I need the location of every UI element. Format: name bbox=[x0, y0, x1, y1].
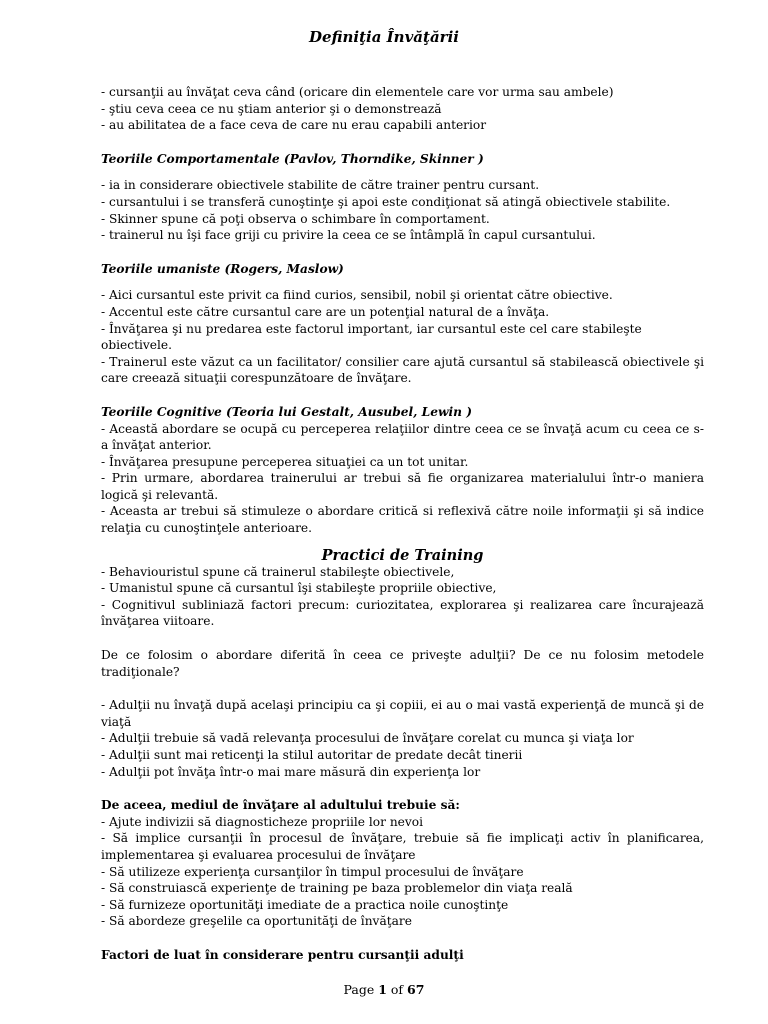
practices-list bbox=[101, 564, 704, 630]
humanist-item: - Trainerul este văzut ca un facilitator/ consilier care ajută cursantul să stabilească obiectivele şi care creează situaţii corespunzătoare de învăţare. bbox=[101, 354, 704, 386]
behavioral-item: - ia in considerare obiectivele stabilite de către trainer pentru cursant. bbox=[101, 178, 540, 193]
adults-item: - Adulţii pot învăţa într-o mai mare măsură din experienţa lor bbox=[101, 764, 481, 779]
cognitive-item: - Prin urmare, abordarea trainerului ar trebui să fie organizarea materialului într-o maniera logică şi relevantă. bbox=[101, 471, 704, 502]
practices-heading: Practici de Training bbox=[321, 546, 484, 564]
behavioral-item: - Skinner spune că poţi observa o schimbare în comportament. bbox=[101, 211, 490, 226]
practices-item: - Umanistul spune că cursantul îşi stabileşte propriile obiective, bbox=[101, 581, 497, 596]
adults-item: - Adulţii trebuie să vadă relevanţa procesului de învăţare corelat cu munca şi viaţa lor bbox=[101, 731, 634, 746]
intro-item: - au abilitatea de a face ceva de care nu erau capabili anterior bbox=[101, 118, 487, 133]
environment-item: - Să implice cursanţii în procesul de învăţare, trebuie să fie implicaţi activ în planificarea, implementarea şi evaluarea procesului de învăţare bbox=[101, 831, 704, 862]
page-total: 67 bbox=[407, 982, 425, 997]
page-label: Page bbox=[343, 982, 379, 997]
page-current: 1 bbox=[378, 982, 387, 997]
environment-item: - Să furnizeze oportunităţi imediate de a practica noile cunoştinţe bbox=[101, 897, 509, 912]
cognitive-item: - Învăţarea presupune perceperea situaţiei ca un tot unitar. bbox=[101, 454, 469, 469]
environment-item: - Ajute indivizii să diagnosticheze propriile lor nevoi bbox=[101, 814, 424, 829]
humanist-list bbox=[101, 287, 704, 387]
environment-list bbox=[101, 814, 704, 930]
cognitive-list bbox=[101, 421, 704, 537]
humanist-item: - Aici cursantul este privit ca fiind curios, sensibil, nobil şi orientat către obiective. bbox=[101, 288, 613, 303]
page-content bbox=[101, 84, 704, 964]
behavioral-list bbox=[101, 177, 704, 243]
environment-item: - Să utilizeze experienţa cursanţilor în timpul procesului de învăţare bbox=[101, 864, 524, 879]
factors-heading: Factori de luat în considerare pentru cursanţii adulţi bbox=[101, 947, 464, 962]
humanist-item: - Învăţarea şi nu predarea este factorul important, iar cursantul este cel care stabileşte obiectivele. bbox=[101, 321, 642, 353]
humanist-item: - Accentul este către cursantul care are un potenţial natural de a învăţa. bbox=[101, 304, 550, 319]
page-footer bbox=[0, 982, 768, 997]
intro-item: - cursanţii au învăţat ceva când (oricare din elementele care vor urma sau ambele) bbox=[101, 85, 614, 99]
adults-question: De ce folosim o abordare diferită în ceea ce priveşte adulţii? De ce nu folosim metodele tradiţionale? bbox=[101, 648, 704, 679]
environment-item: - Să construiască experienţe de training pe baza problemelor din viaţa reală bbox=[101, 881, 573, 896]
page-title: Definiţia Învăţării bbox=[309, 28, 459, 46]
cognitive-heading: Teoriile Cognitive (Teoria lui Gestalt, Ausubel, Lewin ) bbox=[101, 404, 472, 419]
humanist-heading: Teoriile umaniste (Rogers, Maslow) bbox=[101, 261, 344, 276]
cognitive-item: - Aceasta ar trebui să stimuleze o abordare critică si reflexivă către noile informaţii şi să indice relaţia cu cunoştinţele anterioare. bbox=[101, 504, 704, 536]
behavioral-heading: Teoriile Comportamentale (Pavlov, Thorndike, Skinner ) bbox=[101, 151, 484, 166]
cognitive-item: - Această abordare se ocupă cu perceperea relaţiilor dintre ceea ce se învaţă acum cu ceea ce s-a învăţat anterior. bbox=[101, 421, 704, 453]
adults-item: - Adulţii sunt mai reticenţi la stilul autoritar de predate decât tinerii bbox=[101, 748, 523, 762]
environment-item: - Să abordeze greşelile ca oportunităţi de învăţare bbox=[101, 914, 412, 929]
environment-heading: De aceea, mediul de învăţare al adultului trebuie să: bbox=[101, 798, 460, 813]
intro-item: - ştiu ceva ceea ce nu ştiam anterior şi o demonstrează bbox=[101, 101, 442, 116]
page-of: of bbox=[386, 982, 408, 997]
behavioral-item: - trainerul nu îşi face griji cu privire la ceea ce se întâmplă în capul cursantului. bbox=[101, 228, 596, 243]
practices-item: - Cognitivul subliniază factori precum: curiozitatea, explorarea şi realizarea care încurajează învăţarea viitoare. bbox=[101, 597, 704, 629]
practices-item: - Behaviouristul spune că trainerul stabileşte obiectivele, bbox=[101, 564, 455, 579]
adults-list bbox=[101, 697, 704, 780]
behavioral-item: - cursantului i se transferă cunoştinţe şi apoi este condiţionat să atingă obiectivele stabilite. bbox=[101, 194, 671, 209]
intro-list bbox=[101, 84, 704, 134]
adults-item: - Adulţii nu învaţă după acelaşi principiu ca şi copiii, ei au o mai vastă experienţă de muncă şi de viaţă bbox=[101, 698, 704, 729]
